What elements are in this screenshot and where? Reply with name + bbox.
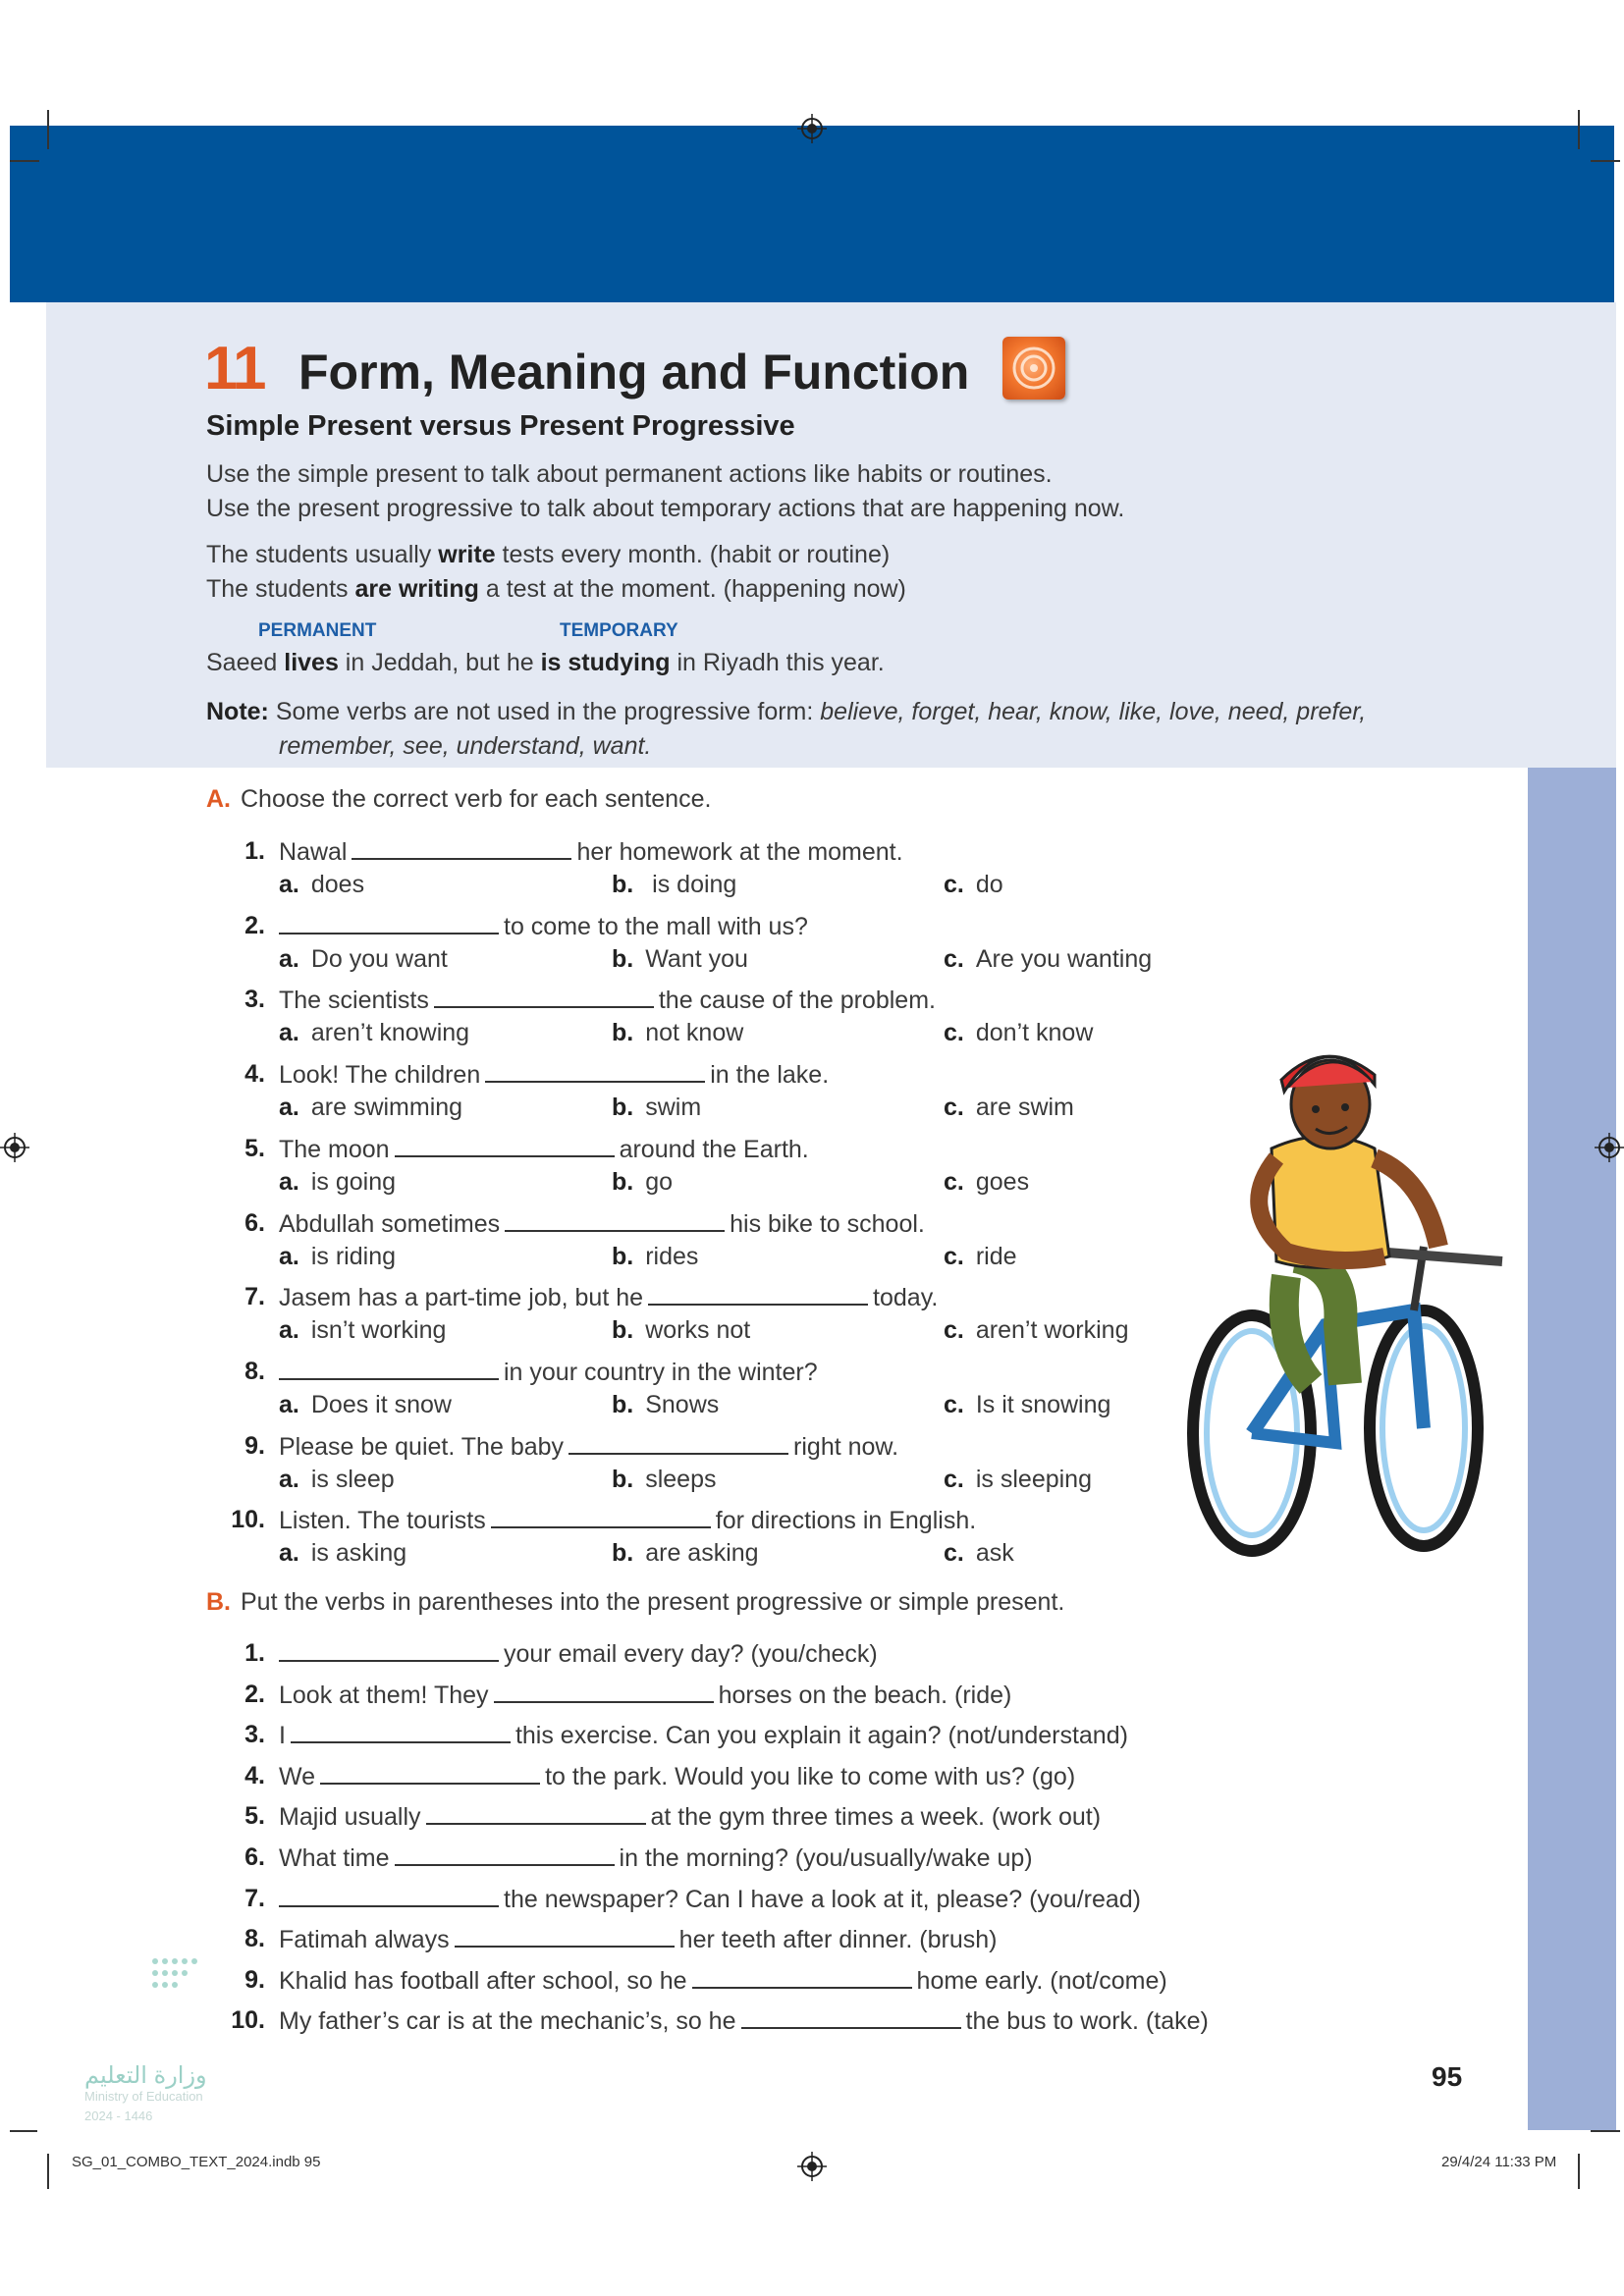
temporary-tag: TEMPORARY [560,620,678,641]
note-text: Some verbs are not used in the progressive form: [268,698,821,725]
footer-date: 29/4/24 11:33 PM [1441,2154,1557,2170]
question-number: 2. [244,911,265,939]
registration-mark-icon [1595,1133,1624,1162]
grammar-example [206,646,885,680]
answer-blank[interactable] [395,1841,615,1866]
question-number: 4. [244,1060,265,1089]
example-text: The students usually [206,541,439,568]
answer-blank[interactable] [395,1132,615,1157]
answer-blank[interactable] [279,909,499,934]
question-prefix: Please be quiet. The baby [279,1432,565,1461]
question-prefix: Nawal [279,838,348,866]
grammar-rule: Use the simple present to talk about permanent actions like habits or routines. [206,460,1053,488]
question-number: 7. [244,1283,265,1311]
question-prefix: Khalid has football after school, so he [279,1966,687,1995]
answer-option-a[interactable] [279,1388,452,1421]
answer-blank[interactable] [692,1963,912,1989]
question-text [279,1963,1167,1998]
question-number: 10. [231,2006,265,2035]
question-prefix: Abdullah sometimes [279,1209,501,1238]
option-label: c. [944,1316,964,1345]
question-suffix: his bike to school. [730,1209,925,1238]
question-number: 5. [244,1802,265,1831]
answer-option-b[interactable] [612,1388,719,1421]
option-label: c. [944,871,964,898]
answer-option-a[interactable] [279,1016,469,1049]
option-label: c. [944,1019,964,1047]
grammar-note-cont [279,729,651,764]
option-text: aren’t working [975,1316,1129,1345]
option-label: c. [944,1094,964,1122]
question-number: 9. [244,1965,265,1994]
question-text [279,1429,898,1464]
question-number: 9. [244,1431,265,1460]
answer-blank[interactable] [648,1280,868,1306]
example-text: in Jeddah, but he [338,649,541,676]
option-label: b. [612,1019,634,1047]
question-suffix: around the Earth. [619,1135,809,1163]
option-label: b. [612,1390,634,1418]
note-verbs: believe, forget, hear, know, like, love, need, prefer, [820,698,1367,725]
option-label: a. [279,1390,299,1418]
question-prefix: Look! The children [279,1061,481,1090]
section-instruction: Put the verbs in parentheses into the present progressive or simple present. [241,1588,1065,1616]
question-text [279,1922,997,1956]
question-number: 2. [244,1680,265,1708]
question-suffix: for directions in English. [715,1507,977,1535]
ministry-logo-arabic: وزارة التعليم [84,2062,207,2089]
option-text: aren’t knowing [310,1019,470,1047]
example-verb: are writing [354,575,479,603]
option-label: c. [944,1539,964,1568]
question-number: 4. [244,1761,265,1789]
option-label: a. [279,1539,299,1568]
question-text [279,1841,1033,1875]
question-number: 1. [244,1639,265,1667]
option-label: a. [279,1019,299,1047]
crop-mark [10,2130,37,2132]
example-text: tests every month. (habit or routine) [495,541,891,568]
question-suffix: the newspaper? Can I have a look at it, please? (you/read) [504,1885,1142,1913]
answer-option-b[interactable] [612,1240,698,1273]
question-text [279,1057,829,1092]
option-label: a. [279,1094,299,1122]
option-text: Snows [645,1390,720,1418]
answer-blank[interactable] [434,983,654,1008]
question-suffix: right now. [793,1432,899,1461]
answer-option-b[interactable] [612,1016,743,1049]
question-prefix: Fatimah always [279,1926,450,1954]
answer-option-c[interactable] [944,1463,1092,1496]
option-label: a. [279,1465,299,1493]
option-text: do [975,871,1003,898]
question-text [279,1759,1075,1793]
option-label: c. [944,1465,964,1493]
answer-blank[interactable] [485,1057,705,1083]
answer-option-a[interactable] [279,1240,396,1273]
grammar-example [206,538,890,572]
question-suffix: horses on the beach. (ride) [718,1681,1012,1709]
option-label: b. [612,1465,634,1493]
option-text: Do you want [310,944,448,973]
question-text [279,1799,1101,1834]
option-text: does [310,871,365,898]
crop-mark [1578,2154,1580,2189]
question-suffix: home early. (not/come) [916,1966,1167,1995]
answer-option-b[interactable] [612,1463,716,1496]
footer-filename: SG_01_COMBO_TEXT_2024.indb 95 [72,2154,321,2170]
answer-option-c[interactable] [944,1165,1029,1199]
section-letter: A. [206,785,231,813]
question-number: 5. [244,1134,265,1162]
question-prefix: Look at them! They [279,1681,489,1709]
question-text [279,1206,925,1241]
option-label: a. [279,1316,299,1345]
answer-blank[interactable] [455,1922,675,1948]
question-prefix: Listen. The tourists [279,1507,486,1535]
answer-blank[interactable] [279,1882,499,1907]
option-text: is going [310,1167,397,1196]
example-verb: is studying [540,649,671,676]
question-suffix: her teeth after dinner. (brush) [678,1926,998,1954]
example-verb: lives [284,649,339,676]
question-number: 6. [244,1208,265,1237]
grammar-example [206,572,906,607]
answer-option-b[interactable] [612,1313,750,1347]
option-label: b. [612,1094,634,1122]
grammar-rule: Use the present progressive to talk about temporary actions that are happening now. [206,495,1125,522]
answer-blank[interactable] [741,2003,961,2029]
crop-mark [1591,2130,1620,2132]
section-letter: B. [206,1588,231,1616]
chapter-title: Form, Meaning and Function [298,345,970,400]
question-text [279,1882,1141,1916]
section-a-heading [206,785,711,814]
question-suffix: her homework at the moment. [576,838,903,866]
answer-option-c[interactable] [944,1016,1093,1049]
option-text: are swim [975,1094,1074,1122]
question-suffix: to the park. Would you like to come with us? (go) [545,1762,1076,1790]
option-label: b. [612,944,634,973]
question-prefix: The scientists [279,987,429,1015]
answer-option-a[interactable] [279,1463,395,1496]
option-label: a. [279,1242,299,1270]
ministry-logo-dots-icon [152,1949,241,2002]
answer-option-a[interactable] [279,1313,446,1347]
question-text [279,1636,878,1671]
option-text: rides [645,1242,699,1270]
option-text: is riding [310,1242,397,1270]
option-text: is doing [645,871,737,898]
question-suffix: the bus to work. (take) [965,2007,1209,2036]
option-text: is sleeping [975,1465,1092,1493]
answer-option-c[interactable] [944,868,1003,901]
answer-blank[interactable] [279,1355,499,1380]
option-text: go [645,1167,674,1196]
option-label: b. [612,1539,634,1568]
answer-option-c[interactable] [944,942,1152,976]
option-text: isn’t working [310,1316,447,1345]
question-text [279,909,808,943]
option-text: not know [645,1019,744,1047]
option-label: c. [944,944,964,973]
option-text: is sleep [310,1465,395,1493]
example-text: in Riyadh this year. [670,649,885,676]
question-suffix: in the lake. [710,1061,830,1090]
answer-blank[interactable] [426,1799,646,1825]
question-prefix: Jasem has a part-time job, but he [279,1284,644,1312]
ministry-logo-year: 2024 - 1446 [84,2109,153,2123]
question-text [279,983,936,1017]
example-text: a test at the moment. (happening now) [478,575,906,603]
option-label: b. [612,871,634,898]
answer-option-a[interactable] [279,868,364,901]
question-suffix: to come to the mall with us? [504,912,808,940]
permanent-tag: PERMANENT [258,620,377,641]
option-label: c. [944,1167,964,1196]
option-label: b. [612,1242,634,1270]
option-label: b. [612,1167,634,1196]
crop-mark [47,110,49,149]
question-text [279,1280,938,1314]
option-text: Are you wanting [975,944,1153,973]
answer-option-b[interactable] [612,1091,701,1124]
question-prefix: We [279,1762,316,1790]
answer-blank[interactable] [494,1678,714,1703]
question-prefix: What time [279,1844,390,1872]
question-text [279,1355,818,1389]
question-suffix: today. [873,1284,939,1312]
answer-option-a[interactable] [279,942,448,976]
answer-option-c[interactable] [944,1388,1110,1421]
section-instruction: Choose the correct verb for each sentence. [241,785,712,813]
question-suffix: at the gym three times a week. (work out) [650,1803,1102,1832]
question-number: 8. [244,1925,265,1953]
question-text [279,1678,1011,1712]
boy-on-bicycle-illustration [1178,1031,1551,1580]
answer-blank[interactable] [505,1206,725,1232]
note-verbs: remember, see, understand, want. [279,732,652,760]
option-text: sleeps [645,1465,717,1493]
crop-mark [10,160,39,162]
option-text: is asking [310,1539,407,1568]
section-subtitle: Simple Present versus Present Progressive [206,410,795,442]
question-text [279,1503,976,1537]
answer-option-c[interactable] [944,1313,1129,1347]
example-verb: write [438,541,496,568]
answer-blank[interactable] [491,1503,711,1528]
answer-blank[interactable] [291,1718,511,1743]
answer-blank[interactable] [352,834,571,860]
option-text: Is it snowing [975,1390,1111,1418]
option-label: a. [279,1167,299,1196]
option-text: Does it snow [310,1390,452,1418]
question-number: 10. [231,1506,265,1534]
registration-mark-icon [797,2152,827,2181]
registration-mark-icon [797,114,827,143]
answer-option-b[interactable] [612,1536,759,1570]
section-b-heading [206,1588,1064,1617]
question-suffix: in the morning? (you/usually/wake up) [619,1844,1033,1872]
question-suffix: the cause of the problem. [658,987,936,1015]
question-suffix: this exercise. Can you explain it again? (not/understand) [514,1722,1128,1750]
question-number: 3. [244,1721,265,1749]
answer-option-c[interactable] [944,1240,1017,1273]
crop-mark [47,2154,49,2189]
question-text [279,1718,1128,1752]
option-text: are swimming [310,1094,463,1122]
option-label: c. [944,1242,964,1270]
answer-option-b[interactable] [612,1165,673,1199]
question-text [279,1132,809,1166]
option-text: don’t know [975,1019,1094,1047]
question-number: 7. [244,1884,265,1912]
note-label: Note: [206,698,269,725]
question-number: 6. [244,1843,265,1871]
answer-option-b[interactable] [612,942,748,976]
crop-mark [1591,160,1620,162]
option-text: ride [975,1242,1017,1270]
page-number: 95 [1432,2061,1463,2092]
header-band [10,126,1614,302]
option-text: ask [975,1539,1014,1568]
question-prefix: Majid usually [279,1803,421,1832]
question-suffix: in your country in the winter? [504,1358,818,1386]
question-number: 1. [244,837,265,865]
crop-mark [1578,110,1580,149]
question-text [279,2003,1209,2038]
answer-option-c[interactable] [944,1091,1074,1124]
question-number: 3. [244,986,265,1014]
question-number: 8. [244,1357,265,1385]
option-text: goes [975,1167,1030,1196]
grammar-note [206,695,1366,729]
option-text: Want you [645,944,748,973]
answer-option-a[interactable] [279,1536,406,1570]
option-label: a. [279,871,299,898]
question-prefix: I [279,1722,286,1750]
audio-icon[interactable] [1002,337,1065,400]
answer-blank[interactable] [279,1636,499,1662]
answer-option-c[interactable] [944,1536,1014,1570]
example-text: Saeed [206,649,285,676]
answer-option-b[interactable] [612,868,736,901]
option-text: works not [645,1316,751,1345]
ministry-logo-english: Ministry of Education [84,2089,203,2104]
chapter-number: 11 [204,335,265,402]
question-prefix: The moon [279,1135,390,1163]
option-label: c. [944,1390,964,1418]
question-prefix: My father’s car is at the mechanic’s, so he [279,2007,736,2036]
answer-blank[interactable] [320,1759,540,1785]
example-text: The students [206,575,355,603]
registration-mark-icon [0,1133,29,1162]
answer-option-a[interactable] [279,1165,396,1199]
question-suffix: your email every day? (you/check) [504,1640,878,1668]
answer-blank[interactable] [568,1429,788,1455]
answer-option-a[interactable] [279,1091,462,1124]
option-label: a. [279,944,299,973]
question-text [279,834,903,869]
option-text: swim [645,1094,702,1122]
option-text: are asking [645,1539,759,1568]
option-label: b. [612,1316,634,1345]
